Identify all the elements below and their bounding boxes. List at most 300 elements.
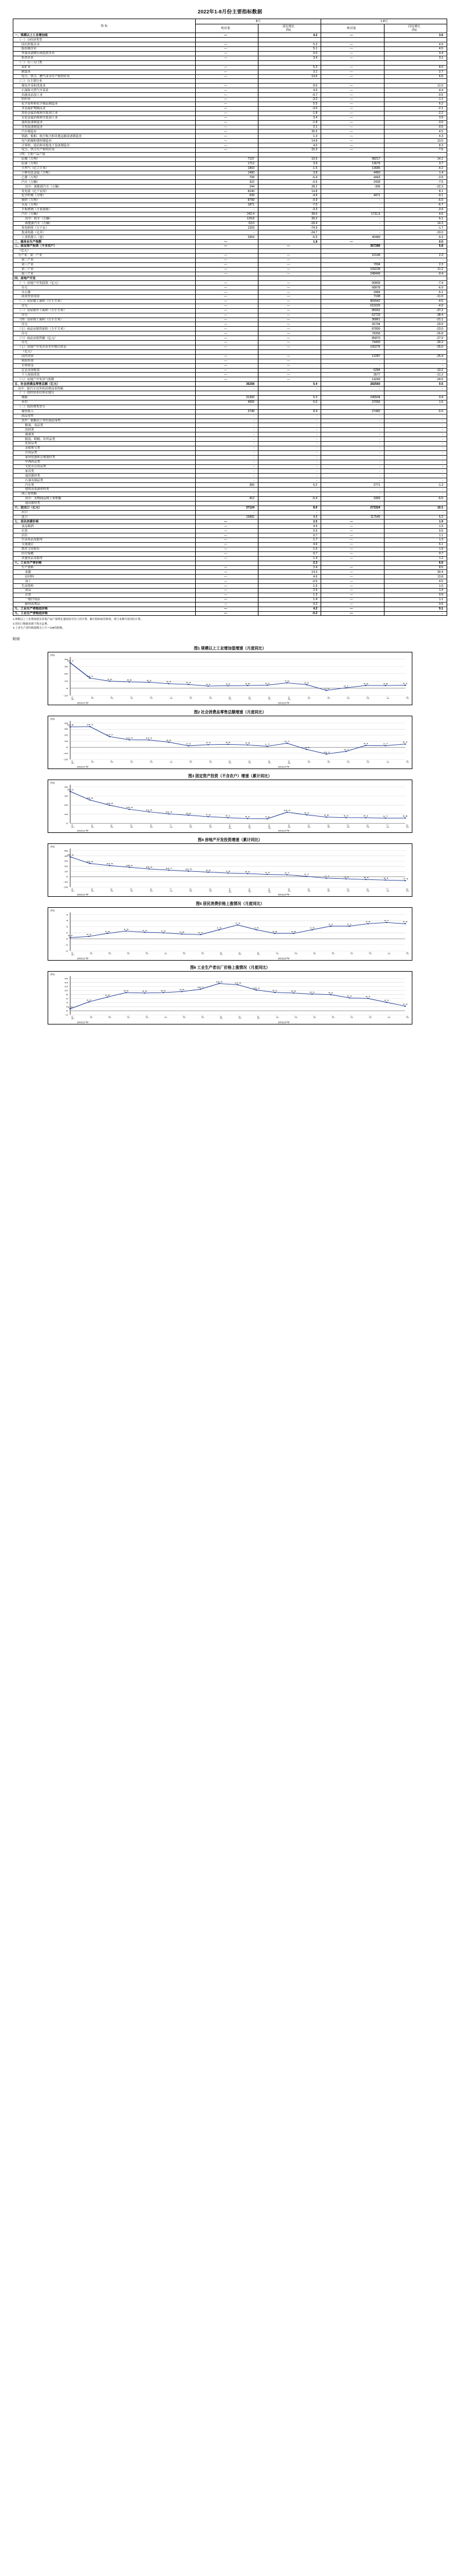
data-point-label: -4.0 xyxy=(343,876,349,878)
row-cum-rate: 4.5 xyxy=(384,579,447,584)
row-cum-abs: 10148 xyxy=(321,253,384,258)
row-month-rate: — xyxy=(258,281,321,286)
data-point xyxy=(69,662,71,663)
row-month-rate: -6.4 xyxy=(258,175,321,180)
row-cum-abs xyxy=(321,248,384,253)
chart-block-fig4 xyxy=(13,836,447,897)
row-cum-abs: — xyxy=(321,602,384,607)
row-month-rate: 4.9 xyxy=(258,524,321,529)
row-month-abs xyxy=(195,38,258,42)
row-month-abs: — xyxy=(195,290,258,295)
row-cum-rate: - xyxy=(384,442,447,446)
row-month-abs: 322 xyxy=(195,180,258,185)
row-cum-rate: 3.7 xyxy=(384,161,447,166)
x-tick-label: 3月 xyxy=(89,952,93,955)
row-month-rate: -4.9 xyxy=(258,194,321,199)
row-cum-abs: — xyxy=(321,597,384,602)
row-cum-rate: 1.9 xyxy=(384,547,447,551)
row-cum-abs: - xyxy=(321,460,384,464)
row-month-abs: 4665 xyxy=(195,400,258,405)
row-cum-rate: -30.3 xyxy=(384,341,447,345)
row-month-abs xyxy=(195,391,258,396)
table-row xyxy=(13,267,447,272)
table-row xyxy=(13,322,447,327)
table-row xyxy=(13,575,447,579)
table-row xyxy=(13,464,447,469)
main-indicators-table xyxy=(13,19,447,616)
row-indicator-label: 文化办公用品类 xyxy=(13,464,196,469)
row-month-rate: - xyxy=(258,450,321,455)
row-cum-rate: -9.3 xyxy=(384,235,447,240)
row-month-abs: — xyxy=(195,341,258,345)
row-cum-rate: 1.2 xyxy=(384,556,447,561)
data-point xyxy=(88,936,89,937)
row-cum-abs xyxy=(321,38,384,42)
row-indicator-label: 一般日用品 xyxy=(13,597,196,602)
row-cum-abs: — xyxy=(321,593,384,597)
row-cum-rate: 13.0 xyxy=(384,139,447,143)
data-point-label: 33.8 xyxy=(67,724,74,726)
row-cum-rate: 8.3 xyxy=(384,143,447,148)
row-cum-abs: - xyxy=(321,488,384,492)
chart-y-unit-label: (%) xyxy=(51,654,55,657)
x-tick-label: 8月 xyxy=(182,952,186,955)
x-tick-label: 12月 xyxy=(267,760,272,764)
data-point xyxy=(69,937,71,939)
row-cum-abs: — xyxy=(321,47,384,52)
table-row xyxy=(13,129,447,134)
row-cum-abs: - xyxy=(321,510,384,515)
row-cum-abs: — xyxy=(321,579,384,584)
row-indicator-label: 三、固定资产投资（不含农户） xyxy=(13,244,196,249)
row-month-abs: — xyxy=(195,542,258,547)
table-row xyxy=(13,33,447,38)
row-indicator-label: 煤炭开采和洗选业 xyxy=(13,84,196,88)
data-point xyxy=(404,880,406,881)
row-cum-abs: — xyxy=(321,542,384,547)
row-month-abs: 8799 xyxy=(195,199,258,203)
x-tick-label: 1-2月 xyxy=(70,952,74,956)
row-month-rate: — xyxy=(258,295,321,300)
row-month-abs: — xyxy=(195,363,258,368)
data-point-label: -6.4 xyxy=(382,877,389,879)
x-tick-label: 1-5月 xyxy=(130,888,134,892)
table-row xyxy=(13,341,447,345)
row-cum-abs: - xyxy=(321,359,384,363)
data-point xyxy=(109,804,110,806)
row-month-rate: — xyxy=(258,272,321,276)
data-point xyxy=(306,684,307,686)
x-tick-label: 1-6月 xyxy=(366,888,370,892)
row-month-rate xyxy=(258,79,321,84)
row-month-abs: 63.0 xyxy=(195,221,258,226)
data-point-label: 6.1 xyxy=(225,815,231,817)
row-indicator-label: （亿元） xyxy=(13,349,196,354)
data-point-label: 6.4 xyxy=(347,995,352,997)
row-cum-abs: 117545 xyxy=(321,515,384,519)
svg-text:-20: -20 xyxy=(63,758,69,761)
row-cum-rate: 0.5 xyxy=(384,382,447,387)
x-tick-label: 6月 xyxy=(149,760,153,763)
row-month-rate: — xyxy=(258,345,321,350)
svg-text:2: 2 xyxy=(66,926,69,928)
row-month-abs: 412 xyxy=(195,496,258,501)
row-cum-abs xyxy=(321,79,384,84)
table-row xyxy=(13,565,447,570)
row-cum-abs: - xyxy=(321,199,384,203)
data-point xyxy=(265,871,270,875)
row-cum-rate: 3.9 xyxy=(384,116,447,120)
row-cum-abs: — xyxy=(321,65,384,70)
row-month-rate xyxy=(258,276,321,281)
data-point xyxy=(402,815,408,819)
data-point-label: 2.3 xyxy=(402,1003,408,1006)
row-indicator-label: 石油和天然气开采业 xyxy=(13,88,196,93)
row-indicator-label: 汽车制造业 xyxy=(13,129,196,134)
x-tick-label: 1-3月 xyxy=(307,824,311,828)
x-axis-year-left: 2021年 xyxy=(77,958,89,960)
x-tick-label: 11月 xyxy=(247,697,252,700)
row-month-abs: - xyxy=(195,488,258,492)
data-point-label: 4.3 xyxy=(265,682,270,685)
data-point xyxy=(69,726,71,727)
row-cum-abs: — xyxy=(321,607,384,611)
row-month-abs: — xyxy=(195,570,258,575)
x-tick-label: 1-2月 xyxy=(287,888,292,892)
data-point-label: 14.1 xyxy=(87,675,94,677)
data-point xyxy=(162,932,164,933)
chart-title: 图3 固定资产投资（不含农户）增速（累计同比） xyxy=(188,774,272,779)
data-point-label: 8.3 xyxy=(310,991,315,994)
data-point-label: -11.1 xyxy=(322,751,330,753)
row-month-abs: — xyxy=(195,519,258,524)
row-indicator-label: 食品烟酒 xyxy=(13,524,196,529)
x-tick-label: 1-8月 xyxy=(405,888,409,892)
data-point-label: 18.3 xyxy=(126,864,133,867)
data-point-label: 3.7 xyxy=(285,872,290,874)
data-point-label: 4.4 xyxy=(86,999,92,1001)
row-month-rate: -74.9 xyxy=(258,226,321,230)
row-month-rate: 4.0 xyxy=(258,143,321,148)
table-row xyxy=(13,84,447,88)
table-row xyxy=(13,79,447,84)
data-point xyxy=(128,809,130,810)
table-row xyxy=(13,391,447,396)
row-indicator-label: 制造业 xyxy=(13,70,196,74)
table-row xyxy=(13,349,447,354)
x-tick-label: 11月 xyxy=(238,1016,242,1019)
svg-text:8: 8 xyxy=(66,994,69,996)
row-indicator-label: 采矿业 xyxy=(13,65,196,70)
row-indicator-label: 原材料 xyxy=(13,575,196,579)
row-indicator-label: 九、工业生产者购进价格 xyxy=(13,607,196,611)
table-row xyxy=(13,207,447,212)
row-month-abs: — xyxy=(195,139,258,143)
svg-text:0: 0 xyxy=(66,746,69,749)
data-point xyxy=(168,742,170,743)
row-cum-abs: — xyxy=(321,570,384,575)
row-month-rate: -1.8 xyxy=(258,111,321,116)
row-month-abs xyxy=(195,405,258,409)
table-row xyxy=(13,74,447,79)
row-month-rate: -3.0 xyxy=(258,106,321,111)
row-month-abs: - xyxy=(195,442,258,446)
row-month-rate: — xyxy=(258,299,321,304)
data-point-label: 8.8 xyxy=(206,869,211,872)
chart-title: 图4 房地产开发投资增速（累计同比） xyxy=(197,838,263,843)
row-cum-abs: 74400 xyxy=(321,341,384,345)
row-month-rate: 1.7 xyxy=(258,538,321,543)
row-indicator-label: （三）房屋新开工面积（万平方米） xyxy=(13,308,196,313)
row-month-abs: — xyxy=(195,607,258,611)
row-indicator-label: 国内贷款 xyxy=(13,354,196,359)
table-notes xyxy=(13,618,447,630)
row-month-rate: -0.5 xyxy=(258,579,321,584)
data-point-label: 2.7 xyxy=(384,919,389,922)
row-indicator-label: 生活资料 xyxy=(13,584,196,589)
data-point xyxy=(165,811,172,814)
table-row xyxy=(13,65,447,70)
data-point xyxy=(128,739,130,741)
svg-text:12: 12 xyxy=(64,986,69,988)
row-cum-rate: -6.9 xyxy=(384,286,447,290)
table-row xyxy=(13,570,447,575)
x-axis-year-left: 2021年 xyxy=(77,1022,89,1024)
header-indicator: 指 标 xyxy=(13,19,196,33)
row-cum-abs: — xyxy=(321,575,384,579)
table-row xyxy=(13,515,447,519)
row-indicator-label: 日用品类 xyxy=(13,450,196,455)
row-month-rate: - xyxy=(258,414,321,418)
row-month-abs: 31393 xyxy=(195,395,258,400)
data-point xyxy=(325,753,327,755)
row-cum-rate: -3.9 xyxy=(384,175,447,180)
x-tick-label: 1-2月 xyxy=(70,824,74,828)
row-month-abs: 129.8 xyxy=(195,217,258,221)
data-point-label: 35.0 xyxy=(67,788,74,791)
data-point xyxy=(146,679,152,683)
data-point-label: 15.0 xyxy=(145,866,153,868)
row-month-rate: 10.5 xyxy=(258,157,321,161)
table-row xyxy=(13,281,447,286)
row-cum-rate: 0.0 xyxy=(384,240,447,244)
row-month-abs: - xyxy=(195,460,258,464)
data-point-label: 8.8 xyxy=(291,990,296,993)
row-month-abs: - xyxy=(195,387,258,391)
data-point xyxy=(168,870,170,871)
row-indicator-label: 四、房地产开发 xyxy=(13,276,196,281)
row-indicator-label: 居住 xyxy=(13,533,196,538)
x-tick-label: 9月 xyxy=(209,760,213,763)
data-point xyxy=(125,930,127,932)
row-cum-abs: - xyxy=(321,363,384,368)
row-indicator-label: （二）分三大门类 xyxy=(13,60,196,65)
row-cum-rate xyxy=(384,152,447,157)
row-cum-rate xyxy=(384,391,447,396)
row-cum-rate: -0.4 xyxy=(384,272,447,276)
row-cum-abs: — xyxy=(321,84,384,88)
row-month-rate: — xyxy=(258,336,321,341)
data-point xyxy=(207,686,209,687)
row-cum-abs xyxy=(321,349,384,354)
row-indicator-label: 股份制企业 xyxy=(13,47,196,52)
row-month-abs: — xyxy=(195,125,258,129)
chart-y-unit-label: (%) xyxy=(51,781,55,785)
row-month-rate: 8.6 xyxy=(258,506,321,510)
row-month-rate: 0.7 xyxy=(258,533,321,538)
row-month-rate: 4.9 xyxy=(258,542,321,547)
row-month-rate: 15.3 xyxy=(258,148,321,153)
table-row xyxy=(13,474,447,478)
data-point xyxy=(109,681,110,682)
row-cum-abs: 282560 xyxy=(321,382,384,387)
row-indicator-label: （六）商品房销售额（亿元） xyxy=(13,336,196,341)
table-row xyxy=(13,409,447,414)
row-month-abs: - xyxy=(195,469,258,474)
row-cum-abs: — xyxy=(321,529,384,533)
row-cum-rate: 6.2 xyxy=(384,102,447,106)
x-tick-label: 1-6月 xyxy=(366,824,370,828)
row-indicator-label: （一）按经营单位所在地分 xyxy=(13,391,196,396)
row-month-rate: -24.7 xyxy=(258,230,321,235)
x-tick-label: 8月 xyxy=(405,760,409,763)
row-indicator-label: 汽车类 xyxy=(13,483,196,488)
data-point xyxy=(218,929,220,930)
row-indicator-label: 办公楼 xyxy=(13,290,196,295)
row-indicator-label: （二）按消费类型分 xyxy=(13,405,196,409)
row-month-rate: 1.4 xyxy=(258,597,321,602)
table-row xyxy=(13,244,447,249)
data-point xyxy=(286,874,288,875)
row-indicator-label: 二、服务业生产指数 xyxy=(13,240,196,244)
row-month-abs: — xyxy=(195,70,258,74)
x-tick-label: 1-12月 xyxy=(267,888,272,893)
row-cum-abs: - xyxy=(321,428,384,432)
row-month-abs: — xyxy=(195,74,258,79)
row-month-abs: — xyxy=(195,331,258,336)
svg-text:10: 10 xyxy=(64,871,69,873)
data-point xyxy=(293,993,294,994)
x-tick-label: 11月 xyxy=(247,760,252,764)
chart-svg xyxy=(48,780,412,832)
row-cum-rate: 0.4 xyxy=(384,395,447,400)
row-cum-abs: 98217 xyxy=(321,157,384,161)
row-month-abs: 242.4 xyxy=(195,212,258,217)
row-indicator-label: 医疗保健 xyxy=(13,551,196,556)
data-point-label: 5.2 xyxy=(245,816,250,818)
data-point-label: 12.9 xyxy=(234,982,241,984)
row-month-rate: — xyxy=(258,244,321,249)
svg-text:30: 30 xyxy=(64,665,69,668)
row-month-rate: 0.2 xyxy=(258,602,321,607)
chart-y-unit-label: (%) xyxy=(51,973,55,976)
row-indicator-label: 住宅 xyxy=(13,304,196,308)
row-cum-rate: 30.4 xyxy=(384,570,447,575)
chart-title: 图2 社会消费品零售总额增速（月度同比） xyxy=(193,710,267,715)
chart-y-unit-label: (%) xyxy=(51,717,55,721)
data-point-label: 9.8 xyxy=(107,678,112,681)
row-cum-abs: 100276 xyxy=(321,345,384,350)
chart-plot-area xyxy=(48,716,412,769)
row-indicator-label: 通讯器材类 xyxy=(13,474,196,478)
row-month-abs: — xyxy=(195,262,258,267)
x-tick-label: 1-5月 xyxy=(130,824,134,828)
table-row xyxy=(13,70,447,74)
row-cum-abs xyxy=(321,152,384,157)
x-tick-label: 1-5月 xyxy=(346,888,350,892)
table-row xyxy=(13,106,447,111)
row-month-rate: - xyxy=(258,418,321,423)
row-cum-abs: - xyxy=(321,217,384,221)
data-point xyxy=(227,686,229,687)
row-cum-rate: -3.0 xyxy=(384,120,447,125)
row-month-abs: — xyxy=(195,354,258,359)
row-cum-abs xyxy=(321,276,384,281)
data-point-label: 8.8 xyxy=(127,679,132,681)
row-cum-rate: 4.9 xyxy=(384,42,447,47)
row-cum-abs xyxy=(321,391,384,396)
x-tick-label: 3月 xyxy=(307,760,311,763)
table-row xyxy=(13,217,447,221)
row-month-abs: — xyxy=(195,106,258,111)
row-cum-rate: -0.1 xyxy=(384,194,447,199)
row-indicator-label: 耐用消费品 xyxy=(13,602,196,607)
data-point-label: 25.6 xyxy=(87,797,94,799)
row-indicator-label: 第二产业 xyxy=(13,258,196,262)
table-row xyxy=(13,387,447,391)
x-tick-label: 1-5月 xyxy=(346,824,350,828)
x-tick-label: 10月 xyxy=(219,1016,224,1019)
row-indicator-label: （亿元） xyxy=(13,248,196,253)
x-tick-label: 1-2月 xyxy=(70,697,74,701)
table-head xyxy=(13,19,447,33)
table-row xyxy=(13,98,447,102)
row-month-rate: 2.4 xyxy=(258,565,321,570)
x-tick-label: 4月 xyxy=(326,697,330,699)
row-cum-rate: -5.5 xyxy=(384,496,447,501)
x-tick-label: 10月 xyxy=(228,760,232,764)
row-month-rate: 4.2 xyxy=(258,33,321,38)
row-month-rate: — xyxy=(258,322,321,327)
row-month-abs: - xyxy=(195,510,258,515)
row-cum-rate: -4.9 xyxy=(384,304,447,308)
data-point xyxy=(365,685,366,686)
table-row xyxy=(13,102,447,106)
row-cum-abs: — xyxy=(321,33,384,38)
row-cum-abs: 869942 xyxy=(321,299,384,304)
header-month-abs: 绝对量 xyxy=(195,24,258,33)
row-indicator-label: 钢材（万吨） xyxy=(13,199,196,203)
row-month-abs: — xyxy=(195,529,258,533)
row-cum-abs: 367286 xyxy=(321,244,384,249)
data-point xyxy=(266,746,268,747)
table-row xyxy=(13,359,447,363)
x-tick-label: 10月 xyxy=(228,697,232,700)
table-row xyxy=(13,373,447,377)
row-month-abs: — xyxy=(195,533,258,538)
data-point-label: 1.0 xyxy=(67,1006,73,1008)
note-line: 2.进出口数据来源于海关总署。 xyxy=(13,622,50,625)
x-tick-label: 12月 xyxy=(267,697,272,700)
table-row xyxy=(13,212,447,217)
row-month-abs: — xyxy=(195,102,258,106)
row-month-rate: — xyxy=(258,267,321,272)
data-point xyxy=(386,1002,387,1003)
data-point xyxy=(88,1001,89,1002)
chart-plot-area xyxy=(48,971,412,1024)
data-point-label: 9.1 xyxy=(272,990,278,992)
row-month-rate: 3.4 xyxy=(258,56,321,60)
